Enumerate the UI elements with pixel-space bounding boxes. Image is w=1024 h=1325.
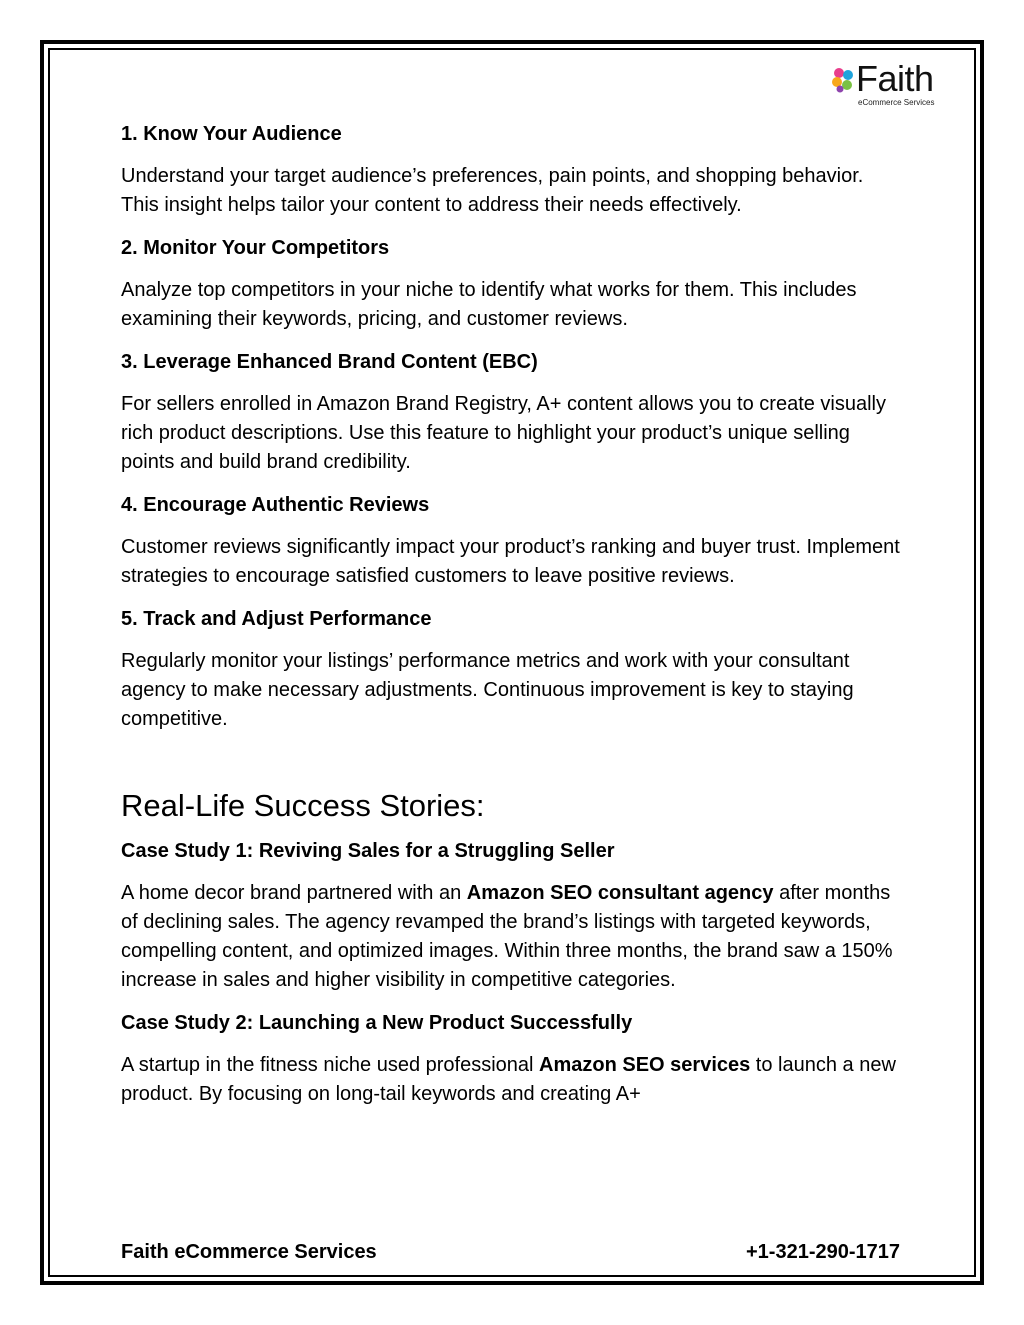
section-title: 3. Leverage Enhanced Brand Content (EBC): [121, 351, 538, 373]
section-text: Regularly monitor your listings’ performance metrics and work with your consultant agency to make necessary adjustments. Continuous improvement is key to staying competitive.: [121, 650, 854, 730]
success-stories-heading: Real-Life Success Stories:: [121, 788, 485, 823]
case-study-2-text-before: A startup in the fitness niche used professional: [121, 1054, 540, 1076]
logo-subtitle: eCommerce Services: [858, 98, 935, 107]
section-title: 4. Encourage Authentic Reviews: [121, 494, 430, 516]
seo-agency-keyword: Amazon SEO consultant agency: [466, 882, 774, 904]
section-title: 2. Monitor Your Competitors: [121, 237, 390, 259]
seo-services-keyword: Amazon SEO services: [539, 1054, 751, 1076]
section-text: Customer reviews significantly impact your product’s ranking and buyer trust. Implement strategies to encourage satisfied customers to leave positive reviews.: [121, 536, 900, 587]
section-text: Analyze top competitors in your niche to identify what works for them. This includes examining their keywords, pricing, and customer reviews.: [121, 279, 857, 330]
flower-logo-icon: [830, 66, 856, 94]
case-study-1-text: [121, 879, 901, 995]
case-study-2-text-after: to launch a new product. By focusing on long-tail keywords and creating A+: [121, 1054, 896, 1105]
case-study-1-text-after: after months of declining sales. The agency revamped the brand’s listings with targeted keywords, compelling content, and optimized images. Within three months, the brand saw a 150% increase in sales and higher visibility in competitive categories.: [121, 882, 893, 991]
section-text: For sellers enrolled in Amazon Brand Registry, A+ content allows you to create visually rich product descriptions. Use this feature to highlight your product’s unique selling points and build brand credibility.: [121, 393, 886, 473]
footer-company: Faith eCommerce Services: [121, 1241, 377, 1263]
case-study-2-text: [121, 1051, 901, 1109]
case-study-1-title: Case Study 1: Reviving Sales for a Struggling Seller: [121, 840, 615, 862]
case-study-1-text-before: A home decor brand partnered with an: [121, 882, 467, 904]
footer-phone: +1-321-290-1717: [745, 1241, 900, 1263]
section-title: 5. Track and Adjust Performance: [121, 608, 432, 630]
case-study-2-title: Case Study 2: Launching a New Product Successfully: [121, 1012, 633, 1034]
section-text: Understand your target audience’s preferences, pain points, and shopping behavior. This insight helps tailor your content to address their needs effectively.: [121, 165, 864, 216]
document-body: [121, 119, 901, 1122]
logo-word: Faith: [856, 58, 934, 99]
faith-logo: [830, 58, 948, 108]
section-title: 1. Know Your Audience: [121, 123, 342, 145]
